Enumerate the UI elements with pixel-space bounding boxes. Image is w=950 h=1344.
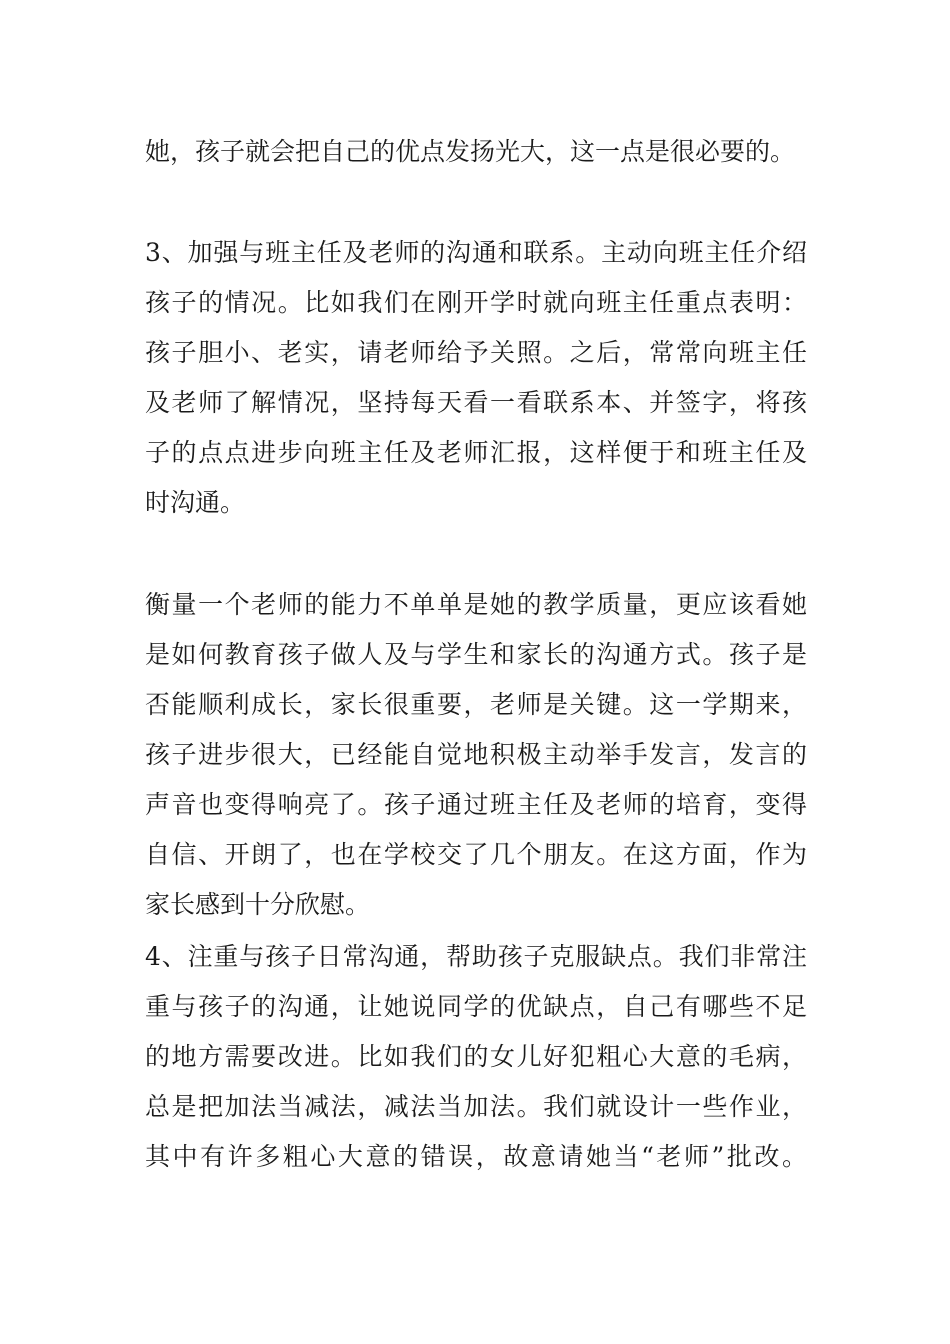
text-line: 子的点点进步向班主任及老师汇报，这样便于和班主任及 xyxy=(145,438,807,467)
text-line: 及老师了解情况，坚持每天看一看联系本、并签字，将孩 xyxy=(145,388,807,417)
text-line: 4、注重与孩子日常沟通，帮助孩子克服缺点。我们非常注 xyxy=(145,942,807,971)
text-line: 时沟通。 xyxy=(145,488,246,517)
text-line: 家长感到十分欣慰。 xyxy=(145,890,371,919)
text-line: 是如何教育孩子做人及与学生和家长的沟通方式。孩子是 xyxy=(145,640,807,669)
text-line: 她，孩子就会把自己的优点发扬光大，这一点是很必要的。 xyxy=(145,137,796,166)
text-line: 孩子的情况。比如我们在刚开学时就向班主任重点表明： xyxy=(145,288,807,317)
text-line: 总是把加法当减法，减法当加法。我们就设计一些作业， xyxy=(145,1092,807,1121)
text-line: 3、加强与班主任及老师的沟通和联系。主动向班主任介绍 xyxy=(145,238,807,267)
paragraph-3 xyxy=(145,580,807,930)
text-line: 否能顺利成长，家长很重要，老师是关键。这一学期来， xyxy=(145,690,807,719)
text-line: 衡量一个老师的能力不单单是她的教学质量，更应该看她 xyxy=(145,590,807,619)
text-line: 的地方需要改进。比如我们的女儿好犯粗心大意的毛病， xyxy=(145,1042,807,1071)
text-line: 其中有许多粗心大意的错误，故意请她当“老师”批改。 xyxy=(145,1142,807,1171)
text-line: 声音也变得响亮了。孩子通过班主任及老师的培育，变得 xyxy=(145,790,807,819)
text-line: 孩子进步很大，已经能自觉地积极主动举手发言，发言的 xyxy=(145,740,807,769)
text-line: 自信、开朗了，也在学校交了几个朋友。在这方面，作为 xyxy=(145,840,807,869)
paragraph-1 xyxy=(145,127,807,177)
text-line: 孩子胆小、老实，请老师给予关照。之后，常常向班主任 xyxy=(145,338,807,367)
text-line: 重与孩子的沟通，让她说同学的优缺点，自己有哪些不足 xyxy=(145,992,807,1021)
paragraph-4 xyxy=(145,932,807,1182)
paragraph-2 xyxy=(145,228,807,528)
